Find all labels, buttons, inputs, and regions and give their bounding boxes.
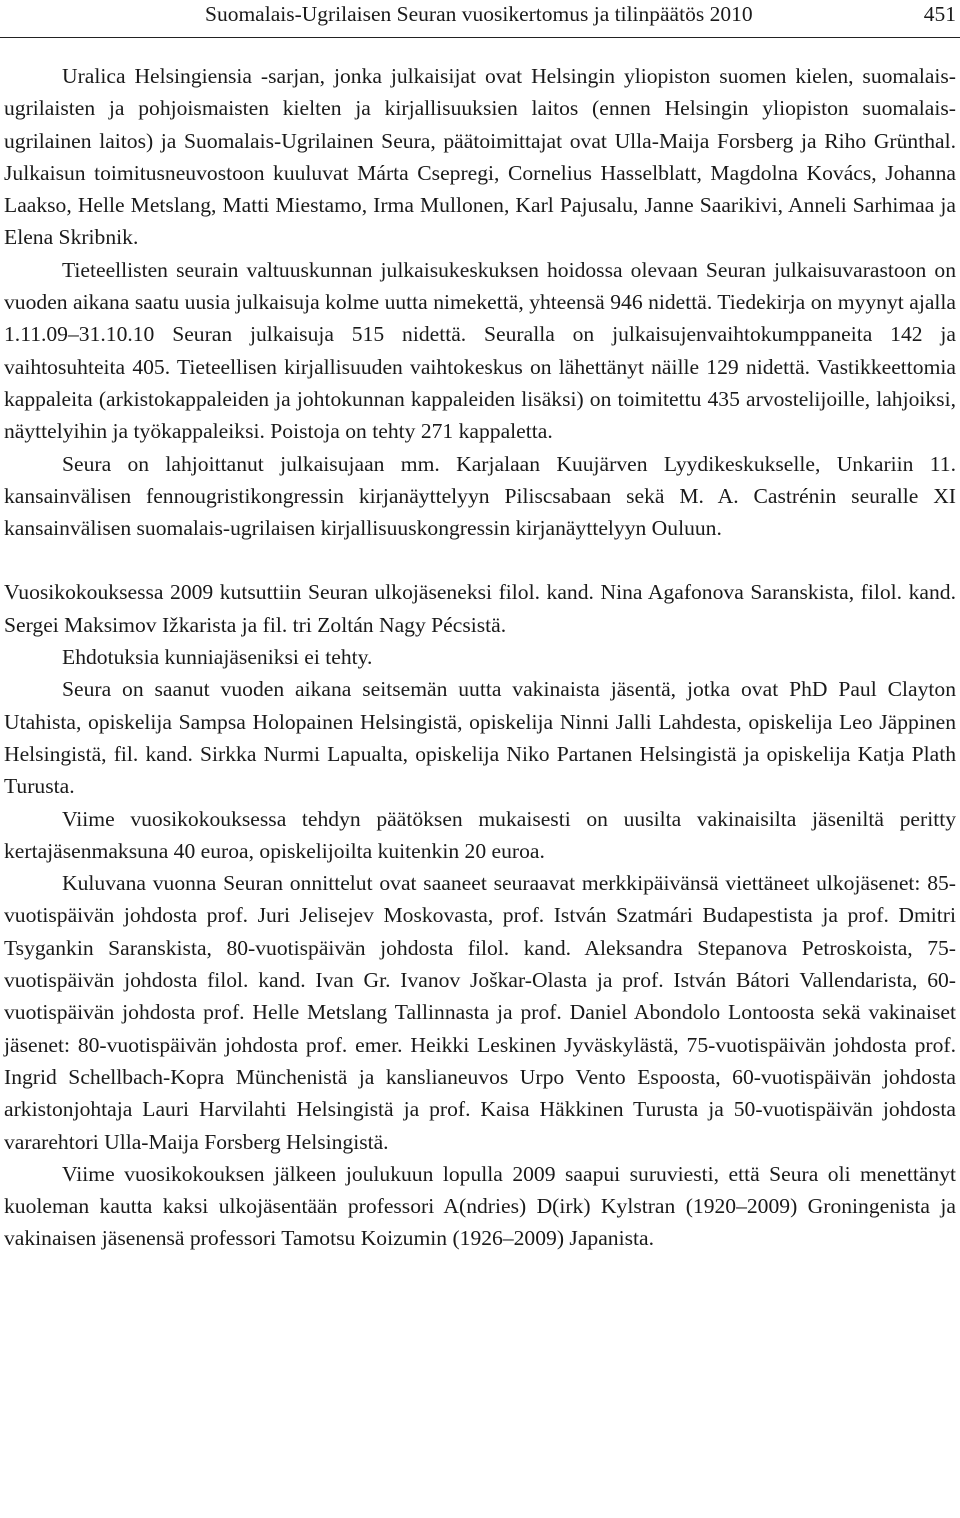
paragraph-uralica: Uralica Helsingiensia -sarjan, jonka julkaisijat ovat Helsingin yliopiston suomen kielen, suomalais-ugrilaisten ja pohjoismaisten kielten ja kirjallisuuksien laitos (ennen Helsingin yliopiston suomalais-ugrilainen laitos) ja Suomalais-Ugrilainen Seura, päätoimittajat ovat Ulla-Maija Forsberg ja Riho Grünthal. Julkaisun toimitusneuvostoon kuuluvat Márta Csepregi, Cornelius Hasselblatt, Magdolna Kovács, Johanna Laakso, Helle Metslang, Matti Miestamo, Irma Mullonen, Karl Pajusalu, Janne Saarikivi, Anneli Sarhimaa ja Elena Skribnik.: [4, 64, 956, 250]
paragraph-uudet-jasenet: Seura on saanut vuoden aikana seitsemän uutta vakinaista jäsentä, jotka ovat PhD Paul Clayton Utahista, opiskelija Sampsa Holopainen Helsingistä, opiskelija Ninni Jalli Lahdesta, opiskelija Leo Jäppinen Helsingistä, fil. kand. Sirkka Nurmi Lapualta, opiskelija Niko Partanen Helsingistä ja opiskelija Katja Plath Turusta.: [4, 677, 956, 799]
running-header: [0, 0, 960, 38]
page-number: 451: [923, 2, 956, 26]
paragraph-kunniajasenet: Ehdotuksia kunniajäseniksi ei tehty.: [62, 645, 373, 670]
paragraph-merkkipaivat: Kuluvana vuonna Seuran onnittelut ovat saaneet seuraavat merkkipäivänsä viettäneet ulkojäsenet: 85-vuotispäivän johdosta prof. Juri Jelisejev Moskovasta, prof. István Szatmári Budapestista ja prof. Dmitri Tsygankin Saranskista, 80-vuotispäivän johdosta filol. kand. Aleksandra Stepanova Petroskoista, 75-vuotispäivän johdosta filol. kand. Ivan Gr. Ivanov Joškar-Olasta ja prof. István Bátori Vallendarista, 60-vuotispäivän johdosta prof. Helle Metslang Tallinnasta ja prof. Daniel Abondolo Lontoosta sekä vakinaiset jäsenet: 80-vuotispäivän johdosta prof. emer. Heikki Leskinen Jyväskylästä, 75-vuotispäivän johdosta prof. Ingrid Schellbach-Kopra Münchenistä ja kanslianeuvos Urpo Vento Espoosta, 60-vuotispäivän johdosta arkistonjohtaja Lauri Harvilahti Helsingistä ja prof. Kaisa Häkkinen Turusta ja 50-vuotispäivän johdosta vararehtori Ulla-Maija Forsberg Helsingistä.: [4, 871, 956, 1154]
running-header-title: Suomalais-Ugrilaisen Seuran vuosikertomus ja tilinpäätös 2010: [205, 2, 753, 26]
paragraph-lahjoitukset: Seura on lahjoittanut julkaisujaan mm. Karjalaan Kuujärven Lyydikeskukselle, Unkariin 11. kansainvälisen fennougristikongressin kirjanäyttelyyn Piliscsabaan sekä M. A. Castrénin seuralle XI kansainvälisen suomalais-ugrilaisen kirjallisuuskongressin kirjanäyttelyyn Ouluun.: [4, 451, 956, 541]
section-break: [4, 544, 956, 576]
paragraph-jasenmaksu: Viime vuosikokouksessa tehdyn päätöksen mukaisesti on uusilta vakinaisilta jäseniltä peritty kertajäsenmaksuna 40 euroa, opiskelijoilta kuitenkin 20 euroa.: [4, 806, 956, 863]
paragraph-suruviesti: Viime vuosikokouksen jälkeen joulukuun lopulla 2009 saapui suruviesti, että Seura oli menettänyt kuoleman kautta kaksi ulkojäsentään professori A(ndries) D(irk) Kylstran (1920–2009) Groningenista ja vakinaisen jäsenensä professori Tamotsu Koizumin (1926–2009) Japanista.: [4, 1161, 956, 1251]
paragraph-ulkojasenet: Vuosikokouksessa 2009 kutsuttiin Seuran ulkojäseneksi filol. kand. Nina Agafonova Saranskista, filol. kand. Sergei Maksimov Ižkarista ja fil. tri Zoltán Nagy Pécsistä.: [4, 580, 956, 637]
body-text: [4, 60, 956, 1255]
paragraph-julkaisuvarasto: Tieteellisten seurain valtuuskunnan julkaisukeskuksen hoidossa olevaan Seuran julkaisuvarastoon on vuoden aikana saatu uusia julkaisuja kolme uutta nimekettä, yhteensä 946 nidettä. Tiedekirja on myynyt ajalla 1.11.09–31.10.10 Seuran julkaisuja 515 nidettä. Seuralla on julkaisujenvaihtokumppaneita 142 ja vaihtosuhteita 405. Tieteellisen kirjallisuuden vaihtokeskus on lähettänyt näille 129 nidettä. Vastikkeettomia kappaleita (arkistokappaleiden ja johtokunnan kappaleiden lisäksi) on toimitettu 435 arvostelijoille, lahjoiksi, näyttelyihin ja työkappaleiksi. Poistoja on tehty 271 kappaletta.: [4, 257, 956, 444]
